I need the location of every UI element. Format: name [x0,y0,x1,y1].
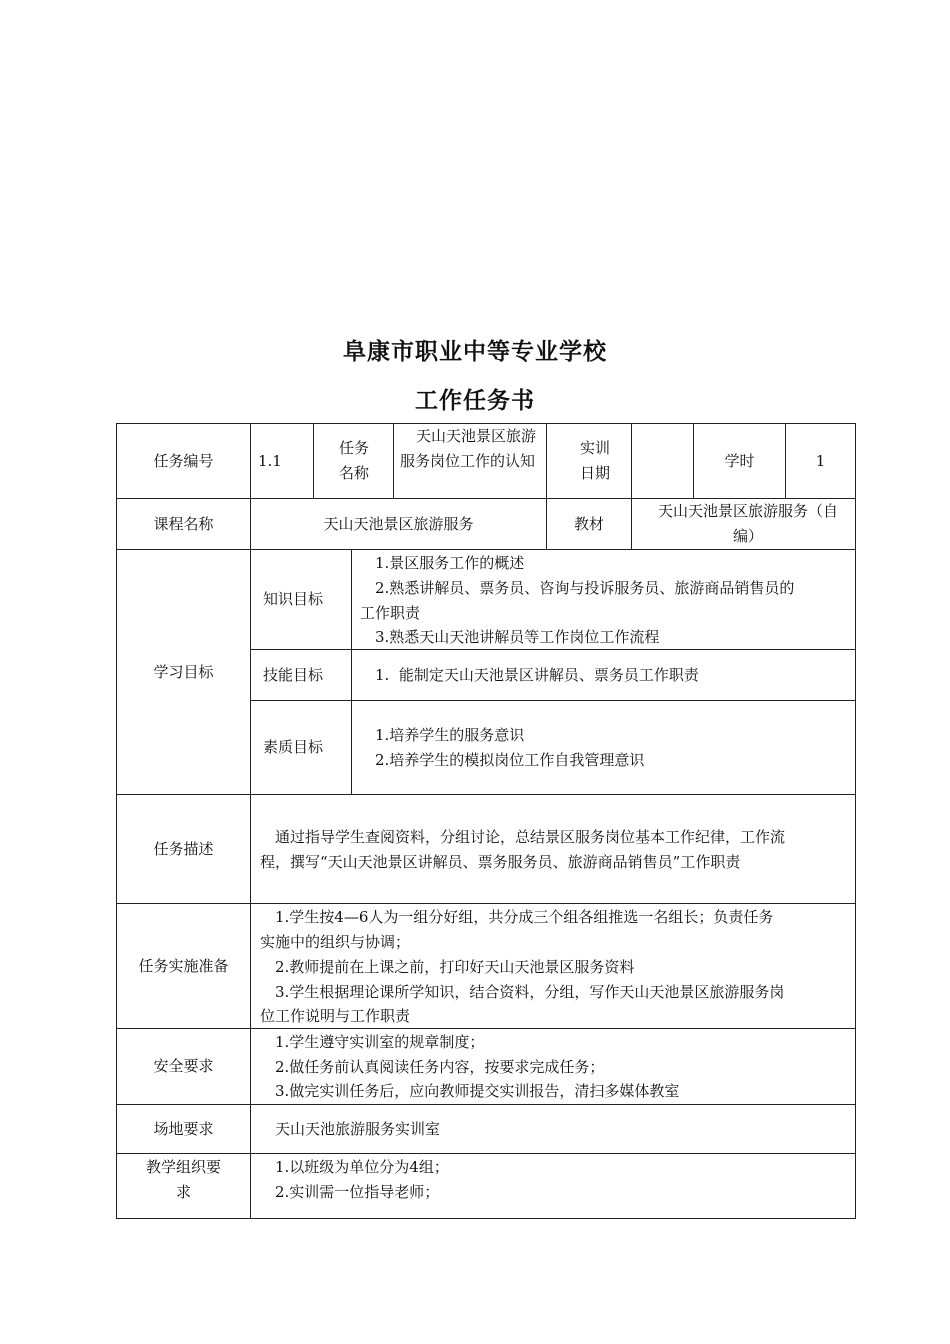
safety-line: 2.做任务前认真阅读任务内容，按要求完成任务； [275,1058,605,1076]
table-border [351,549,352,794]
hours-label: 学时 [724,451,755,470]
prep-line: 实施中的组织与协调； [260,933,411,951]
org-label [140,1154,227,1206]
task-no-label: 任务编号 [153,451,214,470]
course-label: 课程名称 [153,514,214,533]
task-name-label: 任务名称 [338,439,369,482]
knowledge-goal-line: 2.熟悉讲解员、票务员、咨询与投诉服务员、旅游商品销售员的 [375,579,795,597]
knowledge-goal-line: 3.熟悉天山天池讲解员等工作岗位工作流程 [375,628,660,646]
task-no-value: 1.1 [258,452,282,470]
skill-goal-label: 技能目标 [262,665,323,684]
document-title: 工作任务书 [415,388,535,414]
textbook-label: 教材 [573,514,604,533]
prep-line: 3.学生根据理论课所学知识，结合资料，分组，写作天山天池景区旅游服务岗 [275,983,785,1001]
textbook-value: 天山天池景区旅游服务（自编） [658,502,839,545]
train-date-label: 实训日期 [579,439,610,482]
school-name: 阜康市职业中等专业学校 [343,339,607,365]
prep-line: 2.教师提前在上课之前，打印好天山天池景区服务资料 [275,958,635,976]
prep-label-text: 任务实施准备 [138,956,229,975]
safety-line: 1.学生遵守实训室的规章制度； [275,1033,485,1051]
goals-label: 学习目标 [153,662,214,681]
venue-label: 场地要求 [153,1119,214,1138]
task-name-value: 天山天池景区旅游服务岗位工作的认知 [400,427,537,470]
desc-line: 通过指导学生查阅资料，分组讨论，总结景区服务岗位基本工作纪律，工作流 [275,828,786,846]
desc-line: 程，撰写“天山天池景区讲解员、票务服务员、旅游商品销售员”工作职责 [260,853,741,871]
quality-goal-line: 2.培养学生的模拟岗位工作自我管理意识 [375,751,645,769]
course-value: 天山天池景区旅游服务 [323,514,474,533]
org-line: 2.实训需一位指导老师； [275,1183,440,1201]
quality-goal-line: 1.培养学生的服务意识 [375,726,525,744]
knowledge-goal-label: 知识目标 [262,590,323,608]
desc-label: 任务描述 [153,839,214,858]
knowledge-goal-line: 1.景区服务工作的概述 [375,554,525,572]
skill-goal-line: 1. 能制定天山天池景区讲解员、票务员工作职责 [375,666,699,684]
org-line: 1.以班级为单位分为4组； [275,1158,449,1176]
table-border [250,700,855,701]
table-border [313,423,314,498]
prep-line: 1.学生按4—6人为一组分好组，共分成三个组各组推选一名组长；负责任务 [275,908,774,926]
table-border [116,1218,855,1219]
org-label-text: 教学组织要求 [145,1158,221,1201]
hours-value: 1 [815,451,826,470]
table-border [855,423,856,1219]
table-border [393,423,394,498]
prep-label [130,904,237,1028]
train-date-value [632,424,693,498]
safety-line: 3.做完实训任务后，应向教师提交实训报告，清扫多媒体教室 [275,1082,680,1100]
prep-line: 位工作说明与工作职责 [260,1007,411,1025]
venue-value: 天山天池旅游服务实训室 [275,1120,441,1138]
knowledge-goal-line: 工作职责 [360,604,421,622]
quality-goal-label: 素质目标 [262,738,323,756]
safety-label: 安全要求 [153,1057,214,1075]
